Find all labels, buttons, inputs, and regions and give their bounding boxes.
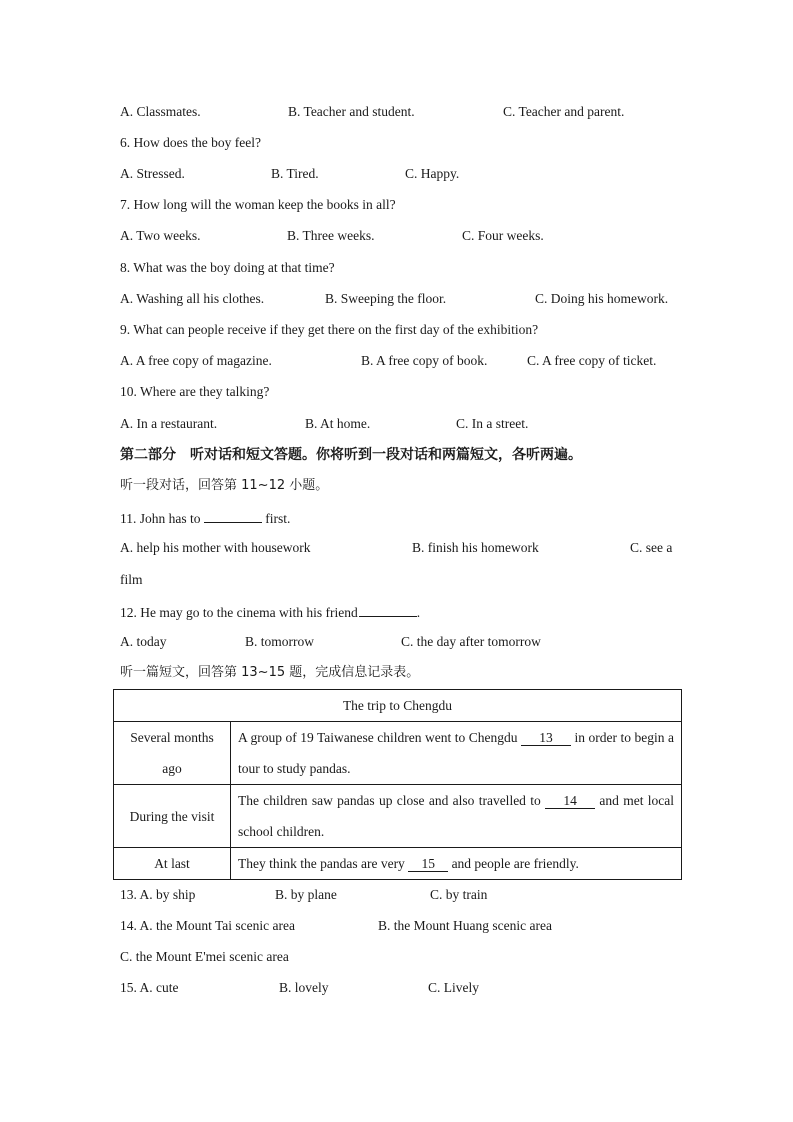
q6-option-a: A. Stressed. [120, 166, 185, 181]
row2-text-after: and met local school children. [238, 793, 675, 839]
table-detail-cell [231, 785, 682, 848]
table-stage-cell: At last [114, 848, 231, 880]
dialogue-instruction: 听一段对话，回答第 11~12 小题。 [120, 478, 329, 493]
part2-heading: 第二部分 听对话和短文答题。你将听到一段对话和两篇短文，各听两遍。 [120, 447, 582, 463]
row3-text-before: They think the pandas are very [238, 856, 405, 871]
table-stage-cell: During the visit [114, 785, 231, 848]
q15-option-c: C. Lively [428, 980, 479, 995]
info-record-table [113, 689, 682, 880]
q6-question: 6. How does the boy feel? [120, 135, 261, 150]
q15-option-a: 15. A. cute [120, 980, 179, 995]
q8-option-b: B. Sweeping the floor. [325, 291, 447, 306]
q11-option-b: B. finish his homework [412, 540, 539, 555]
q6-option-b: B. Tired. [271, 166, 319, 181]
q5-option-a: A. Classmates. [120, 104, 201, 119]
q10-question: 10. Where are they talking? [120, 384, 270, 399]
table-stage-cell: Several months ago [114, 722, 231, 785]
q12-option-b: B. tomorrow [245, 634, 314, 649]
q11-option-c-continued: film [120, 572, 143, 587]
q12-option-a: A. today [120, 634, 167, 649]
table-detail-cell [231, 722, 682, 785]
q14-option-b: B. the Mount Huang scenic area [378, 918, 552, 933]
q8-question: 8. What was the boy doing at that time? [120, 260, 335, 275]
q13-option-a: 13. A. by ship [120, 887, 196, 902]
q12-answer-blank[interactable] [359, 602, 417, 617]
q12-question [120, 602, 420, 622]
q6-option-c: C. Happy. [405, 166, 460, 181]
q10-option-c: C. In a street. [456, 416, 529, 431]
q8-option-c: C. Doing his homework. [535, 291, 669, 306]
q15-option-b: B. lovely [279, 980, 329, 995]
q8-option-a: A. Washing all his clothes. [120, 291, 265, 306]
q11-option-c: C. see a [630, 540, 673, 555]
q5-option-c: C. Teacher and parent. [503, 104, 625, 119]
q7-option-c: C. Four weeks. [462, 228, 544, 243]
row3-text-after: and people are friendly. [451, 856, 579, 871]
q11-answer-blank[interactable] [204, 508, 262, 523]
table-title: The trip to Chengdu [114, 690, 682, 722]
q9-option-a: A. A free copy of magazine. [120, 353, 272, 368]
q11-suffix: first. [265, 511, 291, 526]
q12-option-c: C. the day after tomorrow [401, 634, 541, 649]
row1-text-before: A group of 19 Taiwanese children went to Chengdu [238, 730, 518, 745]
blank-14[interactable]: 14 [545, 794, 595, 809]
q14-option-c: C. the Mount E'mei scenic area [120, 949, 289, 964]
q7-question: 7. How long will the woman keep the books in all? [120, 197, 396, 212]
q11-option-a: A. help his mother with housework [120, 540, 311, 555]
q12-prefix: 12. He may go to the cinema with his friend [120, 605, 358, 620]
q11-question [120, 508, 290, 528]
row2-text-before: The children saw pandas up close and also travelled to [238, 793, 541, 808]
table-row [114, 785, 682, 848]
q9-question: 9. What can people receive if they get there on the first day of the exhibition? [120, 322, 539, 337]
table-detail-cell [231, 848, 682, 880]
q5-option-b: B. Teacher and student. [288, 104, 415, 119]
q13-option-b: B. by plane [275, 887, 337, 902]
passage-instruction: 听一篇短文，回答第 13~15 题，完成信息记录表。 [120, 665, 420, 680]
q10-option-a: A. In a restaurant. [120, 416, 218, 431]
blank-15[interactable]: 15 [408, 857, 448, 872]
q12-suffix: . [416, 605, 421, 620]
row1-text-after: in order to begin a tour to study pandas. [238, 730, 675, 776]
table-row [114, 848, 682, 880]
q7-option-b: B. Three weeks. [287, 228, 375, 243]
q9-option-b: B. A free copy of book. [361, 353, 488, 368]
q11-prefix: 11. John has to [120, 511, 201, 526]
q9-option-c: C. A free copy of ticket. [527, 353, 657, 368]
blank-13[interactable]: 13 [521, 731, 571, 746]
q10-option-b: B. At home. [305, 416, 371, 431]
q14-option-a: 14. A. the Mount Tai scenic area [120, 918, 296, 933]
table-row [114, 722, 682, 785]
q7-option-a: A. Two weeks. [120, 228, 201, 243]
q13-option-c: C. by train [430, 887, 488, 902]
